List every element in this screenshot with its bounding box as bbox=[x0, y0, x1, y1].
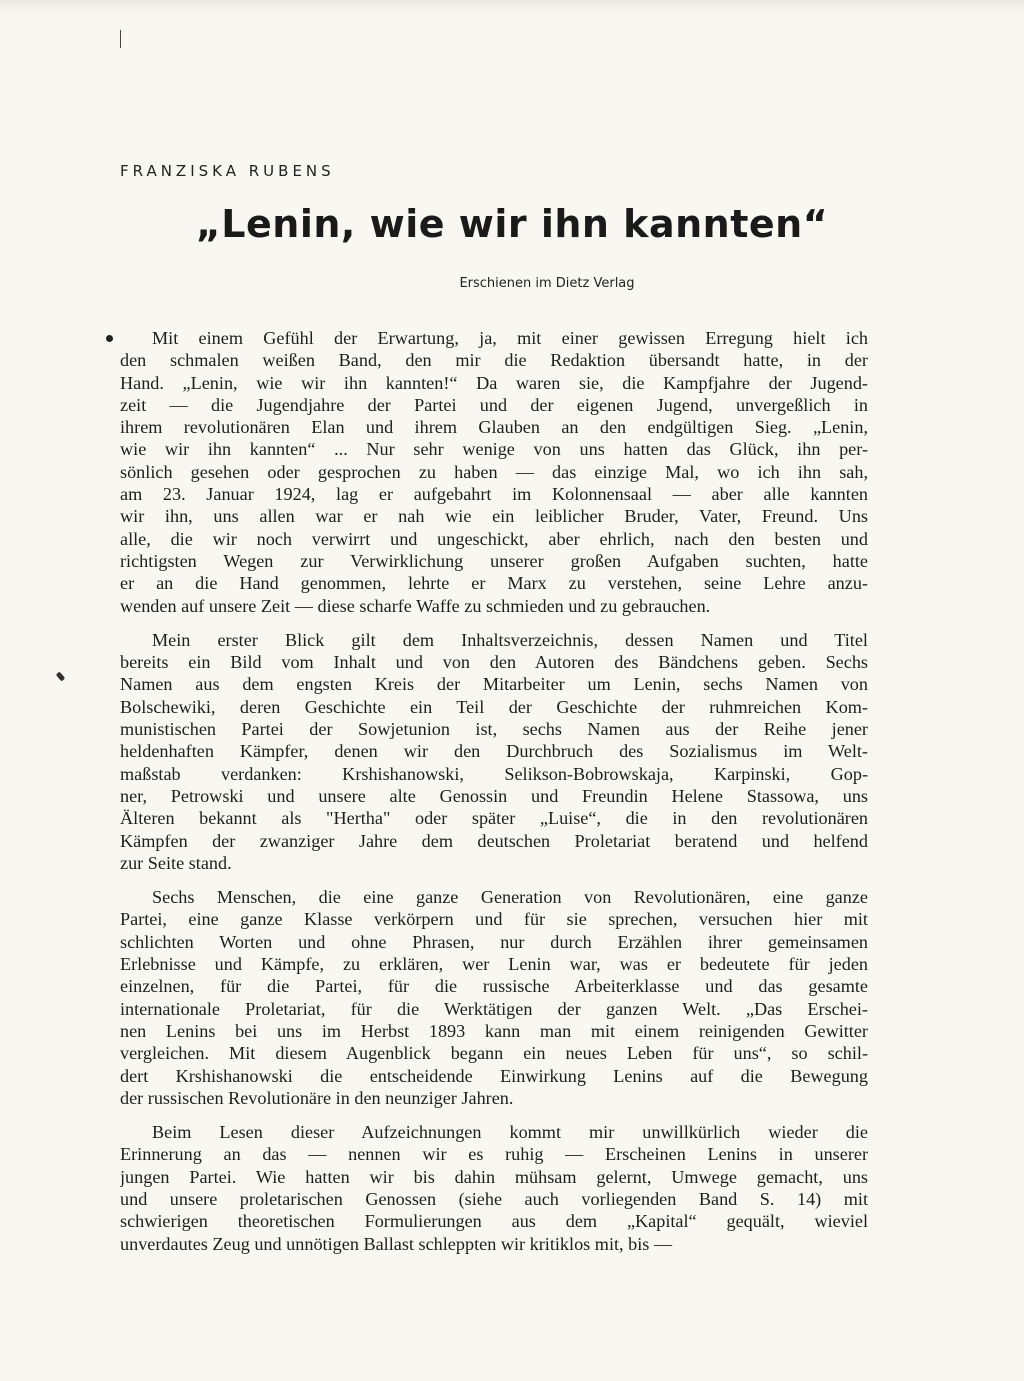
text-line: Beim Lesen dieser Aufzeichnungen kommt mir unwillkürlich wieder die bbox=[152, 1122, 868, 1143]
text-line: richtigsten Wegen zur Verwirklichung unserer großen Aufgaben suchten, hatte bbox=[120, 550, 868, 571]
text-line: wir ihn, uns allen war er nah wie ein leiblicher Bruder, Vater, Freund. Uns bbox=[120, 506, 868, 527]
author-name: FRANZISKA RUBENS bbox=[120, 162, 335, 180]
text-line: Partei, eine ganze Klasse verkörpern und für sie sprechen, versuchen hier mit bbox=[120, 909, 868, 930]
text-line: Mein erster Blick gilt dem Inhaltsverzeichnis, dessen Namen und Titel bbox=[152, 629, 868, 650]
text-line: Kämpfen der zwanziger Jahre dem deutschen Proletariat beratend und helfend bbox=[120, 830, 868, 851]
article-title: „Lenin, wie wir ihn kannten“ bbox=[195, 202, 829, 246]
text-line: sönlich gesehen oder gesprochen zu haben — das einzige Mal, wo ich ihn sah, bbox=[120, 461, 868, 482]
text-line: alle, die wir noch verwirrt und ungeschickt, aber ehrlich, nach den besten und bbox=[120, 528, 868, 549]
scan-mark bbox=[120, 30, 121, 48]
text-line: Hand. „Lenin, wie wir ihn kannten!“ Da waren sie, die Kampfjahre der Jugend- bbox=[120, 372, 868, 393]
text-line: er an die Hand genommen, lehrte er Marx zu verstehen, seine Lehre anzu- bbox=[120, 573, 868, 594]
text-line: einzelnen, für die Partei, für die russische Arbeiterklasse und das gesamte bbox=[120, 976, 868, 997]
text-line: jungen Partei. Wie hatten wir bis dahin mühsam gelernt, Umwege gemacht, uns bbox=[120, 1166, 868, 1187]
text-line: Sechs Menschen, die eine ganze Generation von Revolutionären, eine ganze bbox=[152, 887, 868, 908]
text-line: den schmalen weißen Band, den mir die Redaktion übersandt hatte, in der bbox=[120, 350, 868, 371]
text-line: heldenhaften Kämpfer, denen wir den Durchbruch des Sozialismus im Welt- bbox=[120, 741, 868, 762]
text-line: maßstab verdanken: Krshishanowski, Selikson-Bobrowskaja, Karpinski, Gop- bbox=[120, 763, 868, 784]
bullet-mark bbox=[106, 335, 113, 342]
text-line: Erlebnisse und Kämpfe, zu erklären, wer Lenin war, was er bedeutete für jeden bbox=[120, 954, 868, 975]
margin-mark bbox=[56, 671, 66, 681]
text-line: wenden auf unsere Zeit — diese scharfe Waffe zu schmieden und zu gebrauchen. bbox=[120, 595, 711, 616]
text-line: dert Krshishanowski die entscheidende Einwirkung Lenins auf die Bewegung bbox=[120, 1065, 868, 1086]
text-line: schwierigen theoretischen Formulierungen aus dem „Kapital“ gequält, wieviel bbox=[120, 1211, 868, 1232]
text-line: und unsere proletarischen Genossen (siehe auch vorliegenden Band S. 14) mit bbox=[120, 1188, 868, 1209]
text-line: schlichten Worten und ohne Phrasen, nur durch Erzählen ihrer gemeinsamen bbox=[120, 931, 868, 952]
text-line: Erinnerung an das — nennen wir es ruhig — Erscheinen Lenins in unserer bbox=[120, 1144, 868, 1165]
text-line: wie wir ihn kannten“ ... Nur sehr wenige von uns hatten das Glück, ihn per- bbox=[120, 439, 868, 460]
article-body bbox=[120, 327, 868, 1267]
text-line: Bolschewiki, deren Geschichte ein Teil der Geschichte der ruhmreichen Kom- bbox=[120, 696, 868, 717]
text-line: munistischen Partei der Sowjetunion ist, sechs Namen aus der Reihe jener bbox=[120, 719, 868, 740]
text-line: der russischen Revolutionäre in den neunziger Jahren. bbox=[120, 1087, 514, 1108]
scan-edge bbox=[0, 0, 1024, 14]
text-line: Namen aus dem engsten Kreis der Mitarbeiter um Lenin, sechs Namen von bbox=[120, 674, 868, 695]
text-line: zur Seite stand. bbox=[120, 852, 232, 873]
text-line: bereits ein Bild vom Inhalt und von den Autoren des Bändchens geben. Sechs bbox=[120, 652, 868, 673]
text-line: am 23. Januar 1924, lag er aufgebahrt im Kolonnensaal — aber alle kannten bbox=[120, 484, 868, 505]
text-line: unverdautes Zeug und unnötigen Ballast schleppten wir kritiklos mit, bis — bbox=[120, 1233, 673, 1254]
text-line: vergleichen. Mit diesem Augenblick begann ein neues Leben für uns“, so schil- bbox=[120, 1043, 868, 1064]
paragraph bbox=[120, 1121, 868, 1255]
paragraph bbox=[120, 886, 868, 1109]
paragraph bbox=[120, 327, 868, 617]
text-line: Mit einem Gefühl der Erwartung, ja, mit einer gewissen Erregung hielt ich bbox=[152, 328, 868, 348]
text-line: ner, Petrowski und unsere alte Genossin und Freundin Helene Stassowa, uns bbox=[120, 785, 868, 806]
text-line: internationale Proletariat, für die Werktätigen der ganzen Welt. „Das Erschei- bbox=[120, 998, 868, 1019]
text-line: ihrem revolutionären Elan und ihrem Glauben an den endgültigen Sieg. „Lenin, bbox=[120, 417, 868, 438]
publisher-note: Erschienen im Dietz Verlag bbox=[459, 276, 635, 291]
paragraph bbox=[120, 629, 868, 874]
text-line: nen Lenins bei uns im Herbst 1893 kann man mit einem reinigenden Gewitter bbox=[120, 1020, 868, 1041]
text-line: Älteren bekannt als "Hertha" oder später „Luise“, die in den revolutionären bbox=[120, 808, 868, 829]
text-line: zeit — die Jugendjahre der Partei und der eigenen Jugend, unvergeßlich in bbox=[120, 394, 868, 415]
